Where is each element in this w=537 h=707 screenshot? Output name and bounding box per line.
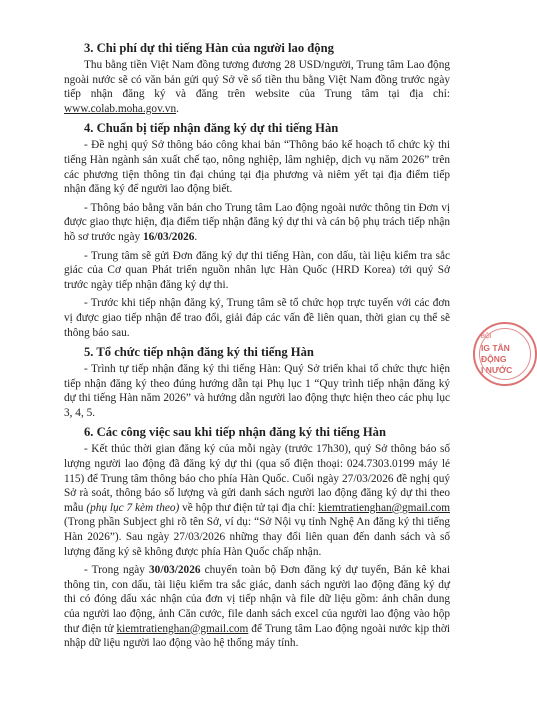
section-5-heading: 5. Tổ chức tiếp nhận đăng ký thi tiếng Hàn	[84, 345, 314, 360]
paragraph-text: - Kết thúc thời gian đăng ký của mỗi ngày (trước 17h30), quý Sở thông báo số lượng người lao động đã đăng ký dự thi (qua số điện thoại: 024.7303.0199 máy lẻ 115) để Trung tâm thông báo cho phía Hàn Quốc. Cuối ngày 27/03/2026 đề nghị quý Sở rà soát, thông báo số lượng và gửi danh sách người lao động đăng ký dự thi theo mẫu	[64, 443, 450, 514]
stamp-text-3: I NƯỚC	[481, 365, 513, 375]
section-6-heading: 6. Các công việc sau khi tiếp nhận đăng ký thi tiếng Hàn	[84, 425, 386, 440]
stamp-ring	[479, 328, 531, 380]
email-link[interactable]: kiemtratienghan@gmail.com	[318, 501, 451, 514]
website-link[interactable]: www.colab.moha.gov.vn	[64, 102, 177, 115]
paragraph-text: .	[194, 230, 198, 243]
section-6-paragraph-1	[64, 442, 450, 559]
section-4-paragraph-4: - Trước khi tiếp nhận đăng ký, Trung tâm sẽ tổ chức họp trực tuyến với các đơn vị được giao tiếp nhận để trao đổi, giải đáp các vấn đề liên quan, thời gian cụ thể sẽ thông báo sau.	[64, 297, 450, 339]
paragraph-text: về hộp thư điện tử tại địa chỉ:	[179, 501, 319, 514]
section-3-heading: 3. Chi phí dự thi tiếng Hàn của người lao động	[84, 41, 334, 55]
section-4-paragraph-2	[64, 201, 450, 245]
document-body	[64, 40, 450, 655]
section-4-paragraph-1: - Đề nghị quý Sở thông báo công khai bản “Thông báo kế hoạch tổ chức kỳ thi tiếng Hàn ngành sản xuất chế tạo, nông nghiệp, lâm nghiệp, dịch vụ năm 2026” trên các phương tiện thông tin đại chúng tại địa phương và niêm yết tại địa điểm tiếp nhận đăng ký để người lao động biết.	[64, 139, 450, 196]
stamp-text-2: ĐỘNG	[481, 354, 507, 364]
section-6-paragraph-2	[64, 563, 450, 651]
paragraph-text: chuyển toàn bộ Đơn đăng ký dự tuyển, Bản kê khai thông tin, con dấu, tài liệu kiểm tra sắc giác, danh sách người lao động đăng ký dự thi có đóng dấu xác nhận của đơn vị tiếp nhận và file dữ liệu gồm: ảnh chân dung của người lao động, ảnh Căn cước, file danh sách excel của người lao động vào hộp thư điện tử	[64, 564, 450, 635]
paragraph-text: Thu bằng tiền Việt Nam đồng tương đương 28 USD/người, Trung tâm Lao động ngoài nước sẽ có văn bản gửi quý Sở về số tiền thu bằng Việt Nam đồng trước ngày tiếp nhận đăng ký và đăng trên website của Trung tâm tại địa chỉ:	[64, 59, 450, 101]
paragraph-text: (Trong phần Subject ghi rõ tên Sở, ví dụ: “Sở Nội vụ tỉnh Nghệ An đăng ký thi tiếng Hàn 2026”). Sau ngày 27/03/2026 những thay đổi liên quan đến danh sách và số lượng đăng ký sẽ không được phía Hàn Quốc chấp nhận.	[64, 516, 450, 558]
paragraph-text: - Trong ngày	[84, 564, 150, 577]
section-4-heading: 4. Chuẩn bị tiếp nhận đăng ký dự thi tiếng Hàn	[84, 121, 339, 136]
transfer-date: 30/03/2026	[149, 564, 201, 577]
paragraph-text: .	[176, 102, 179, 115]
appendix-note: (phụ lục 7 kèm theo)	[86, 501, 180, 514]
email-link[interactable]: kiemtratienghan@gmail.com	[116, 622, 249, 635]
paragraph-text: - Thông báo bằng văn bản cho Trung tâm Lao động ngoài nước thông tin Đơn vị được giao thực hiện, địa điểm tiếp nhận đăng ký dự thi và cán bộ phụ trách tiếp nhận hồ sơ trước ngày	[64, 201, 450, 243]
deadline-date: 16/03/2026	[142, 230, 195, 243]
stamp-text-top: BỘI	[481, 334, 492, 340]
paragraph-text: để Trung tâm Lao động ngoài nước kịp thời nhập dữ liệu người lao động vào hệ thống máy tính.	[64, 622, 450, 650]
section-3-paragraph	[64, 58, 450, 116]
stamp-text-1: IG TÂN	[481, 343, 510, 353]
section-5-paragraph-1: - Trình tự tiếp nhận đăng ký thi tiếng Hàn: Quý Sở triển khai tổ chức thực hiện tiếp nhận đăng ký theo đúng hướng dẫn tại Phụ lục 1 “Quy trình tiếp nhận đăng ký dự thi tiếng Hàn năm 2026” và hướng dẫn người lao động thực hiện theo các phụ lục 3, 4, 5.	[64, 363, 450, 419]
official-stamp	[473, 322, 537, 386]
section-4-paragraph-3: - Trung tâm sẽ gửi Đơn đăng ký dự thi tiếng Hàn, con dấu, tài liệu kiểm tra sắc giác của Cơ quan Phát triển nguồn nhân lực Hàn Quốc (HRD Korea) tới quý Sở trước ngày tiếp nhận đăng ký dự thi.	[64, 249, 450, 291]
